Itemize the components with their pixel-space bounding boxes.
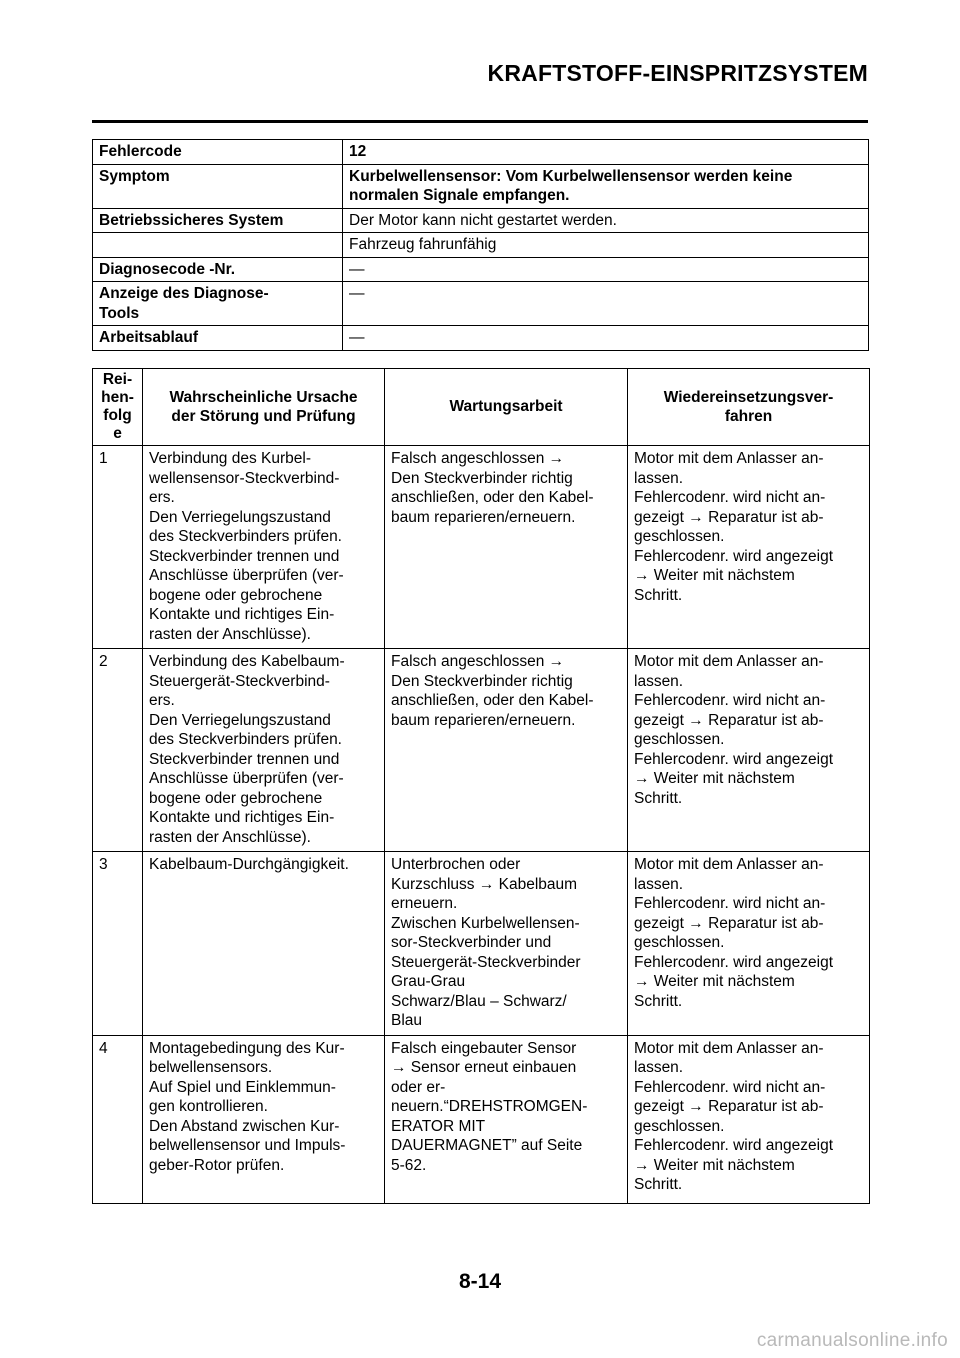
- procedure-cell-action: Falsch angeschlossen → Den Steckverbinder richtig anschließen, oder den Kabel- baum reparieren/erneuern.: [385, 446, 628, 649]
- info-row: [93, 257, 869, 282]
- info-value: —: [343, 282, 869, 326]
- info-label: Betriebssicheres System: [93, 208, 343, 233]
- procedure-row: [93, 852, 870, 1036]
- info-label: Diagnosecode -Nr.: [93, 257, 343, 282]
- fault-info-table: [92, 139, 869, 351]
- procedure-cell-no: 1: [93, 446, 143, 649]
- procedure-cell-no: 2: [93, 649, 143, 852]
- info-label: [93, 233, 343, 258]
- info-value: —: [343, 257, 869, 282]
- header-maintenance-job: Wartungsarbeit: [385, 369, 628, 446]
- procedure-cell-recovery: Motor mit dem Anlasser an- lassen. Fehlercodenr. wird nicht an- gezeigt → Reparatur ist ab- geschlossen. Fehlercodenr. wird angezeigt → Weiter mit nächstem Schritt.: [628, 649, 870, 852]
- info-row: [93, 282, 869, 326]
- procedure-cell-cause: Verbindung des Kurbel- wellensensor-Steckverbind- ers. Den Verriegelungszustand des Steckverbinders prüfen. Steckverbinder trennen und Anschlüsse überprüfen (ver- bogene oder gebrochene Kontakte und richtiges Ein- rasten der Anschlüsse).: [143, 446, 385, 649]
- info-row: [93, 208, 869, 233]
- procedure-cell-recovery: Motor mit dem Anlasser an- lassen. Fehlercodenr. wird nicht an- gezeigt → Reparatur ist ab- geschlossen. Fehlercodenr. wird angezeigt → Weiter mit nächstem Schritt.: [628, 852, 870, 1036]
- info-value: Der Motor kann nicht gestartet werden.: [343, 208, 869, 233]
- procedure-cell-recovery: Motor mit dem Anlasser an- lassen. Fehlercodenr. wird nicht an- gezeigt → Reparatur ist ab- geschlossen. Fehlercodenr. wird angezeigt → Weiter mit nächstem Schritt.: [628, 1035, 870, 1203]
- header-probable-cause: Wahrscheinliche Ursache der Störung und Prüfung: [143, 369, 385, 446]
- procedure-cell-recovery: Motor mit dem Anlasser an- lassen. Fehlercodenr. wird nicht an- gezeigt → Reparatur ist ab- geschlossen. Fehlercodenr. wird angezeigt → Weiter mit nächstem Schritt.: [628, 446, 870, 649]
- info-value: —: [343, 326, 869, 351]
- procedure-cell-cause: Verbindung des Kabelbaum- Steuergerät-Steckverbind- ers. Den Verriegelungszustand des Steckverbinders prüfen. Steckverbinder trennen und Anschlüsse überprüfen (ver- bogene oder gebrochene Kontakte und richtiges Ein- rasten der Anschlüsse).: [143, 649, 385, 852]
- header-step-number: Rei- hen- folg e: [93, 369, 143, 446]
- page-number: 8-14: [458, 1270, 502, 1293]
- info-label: Anzeige des Diagnose- Tools: [93, 282, 343, 326]
- procedure-cell-action: Falsch eingebauter Sensor → Sensor erneut einbauen oder er- neuern.“DREHSTROMGEN- ERATOR MIT DAUERMAGNET” auf Seite 5-62.: [385, 1035, 628, 1203]
- title-divider: [92, 120, 868, 123]
- procedure-cell-no: 4: [93, 1035, 143, 1203]
- procedure-table: [92, 368, 870, 1204]
- info-value: Kurbelwellensensor: Vom Kurbelwellensensor werden keine normalen Signale empfangen.: [343, 164, 869, 208]
- page-title: KRAFTSTOFF-EINSPRITZSYSTEM: [487, 60, 868, 86]
- info-label: Fehlercode: [93, 140, 343, 165]
- info-label: Arbeitsablauf: [93, 326, 343, 351]
- watermark: carmanualsonline.info: [756, 1330, 948, 1351]
- procedure-header-row: [93, 369, 870, 446]
- procedure-row: [93, 446, 870, 649]
- info-row: [93, 164, 869, 208]
- info-value: Fahrzeug fahrunfähig: [343, 233, 869, 258]
- procedure-cell-cause: Kabelbaum-Durchgängigkeit.: [143, 852, 385, 1036]
- header-recovery-method: Wiedereinsetzungsver- fahren: [628, 369, 870, 446]
- info-label: Symptom: [93, 164, 343, 208]
- procedure-cell-action: Falsch angeschlossen → Den Steckverbinder richtig anschließen, oder den Kabel- baum reparieren/erneuern.: [385, 649, 628, 852]
- procedure-cell-no: 3: [93, 852, 143, 1036]
- procedure-row: [93, 649, 870, 852]
- info-value: 12: [343, 140, 869, 165]
- procedure-row: [93, 1035, 870, 1203]
- procedure-cell-cause: Montagebedingung des Kur- belwellensensors. Auf Spiel und Einklemmun- gen kontrollieren. Den Abstand zwischen Kur- belwellensensor und Impuls- geber-Rotor prüfen.: [143, 1035, 385, 1203]
- procedure-cell-action: Unterbrochen oder Kurzschluss → Kabelbaum erneuern. Zwischen Kurbelwellensen- sor-Steckverbinder und Steuergerät-Steckverbinder Grau-Grau Schwarz/Blau – Schwarz/ Blau: [385, 852, 628, 1036]
- info-row: [93, 233, 869, 258]
- info-row: [93, 326, 869, 351]
- info-row: [93, 140, 869, 165]
